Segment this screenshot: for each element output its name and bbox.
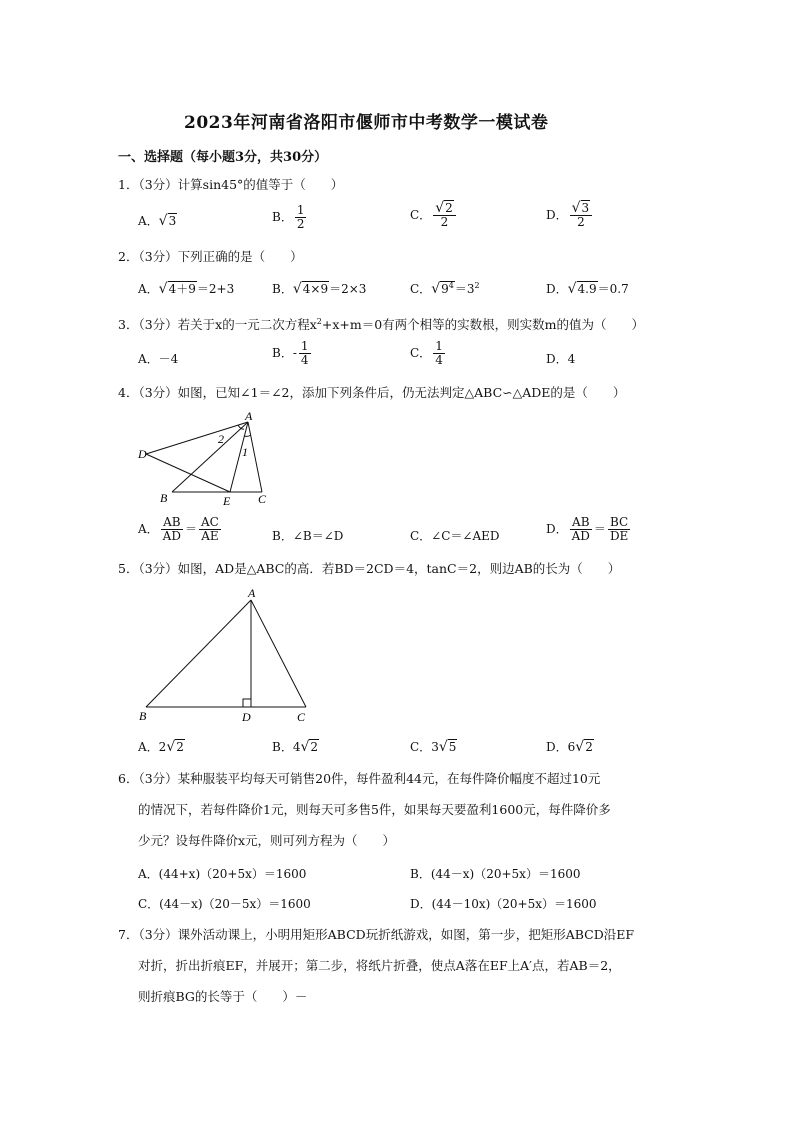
line-ac	[248, 422, 262, 492]
question-6-line-2: 的情况下，若每件降价1元，则每天可多售5件，如果每天要盈利1600元，每件降价多	[138, 802, 611, 817]
question-7-line-3: 则折痕BG的长等于（ ）－	[138, 989, 308, 1004]
q3-option-c: C． $\frac{1}{4}$	[410, 339, 443, 367]
label-d: D	[242, 710, 251, 724]
q6-option-c: C．(44－x)（20－5x）＝1600	[138, 897, 311, 911]
question-4-stem: 4．（3分）如图，已知∠1＝∠2，添加下列条件后，仍无法判定△ABC∽△ADE的是（ ）	[118, 385, 626, 400]
q2-option-d: D．√4.9＝0.7	[546, 281, 629, 297]
question-6-line-1: 6．（3分）某种服装平均每天可销售20件，每件盈利44元，在每件降价幅度不超过10元	[118, 771, 601, 786]
line-ac	[251, 600, 306, 707]
question-2-stem: 2．（3分）下列正确的是（ ）	[118, 249, 303, 264]
q6-option-b: B．(44－x)（20+5x）＝1600	[410, 867, 581, 881]
right-angle-mark	[243, 699, 251, 707]
q4-option-d: D． $\frac{AB}{AD}$ ＝ $\frac{BC}{DE}$	[546, 515, 629, 543]
label-a: A	[248, 586, 256, 600]
q4-option-b: B．∠B＝∠D	[272, 529, 344, 543]
q1-option-d: D． $\frac{√3}{2}$	[546, 202, 594, 229]
question-7-line-1: 7．（3分）课外活动课上，小明用矩形ABCD玩折纸游戏，如图，第一步，把矩形ABCD沿EF	[118, 927, 635, 942]
q2-option-b: B．√4×9＝2×3	[272, 281, 367, 297]
page-title: 2023年河南省洛阳市偃师市中考数学一模试卷	[184, 113, 549, 133]
label-d: D	[138, 447, 147, 461]
line-de	[146, 454, 230, 492]
line-ad	[146, 422, 248, 454]
q5-figure	[134, 586, 320, 726]
label-b: B	[160, 491, 168, 505]
q2-option-a: A．√4＋9＝2+3	[138, 281, 235, 297]
label-e: E	[223, 494, 231, 508]
q5-option-a: A．2√2	[138, 739, 184, 755]
q3-option-d: D．4	[546, 352, 576, 366]
q6-option-d: D．(44－10x)（20+5x）＝1600	[410, 897, 597, 911]
q1-option-b: B． $\frac{1}{2}$	[272, 203, 305, 231]
question-3-stem: 3．（3分）若关于x的一元二次方程$x^2+x+m=0$有两个相等的实数根，则实数m的值为（ ）	[118, 317, 645, 333]
label-1: 1	[242, 445, 248, 459]
question-5-stem: 5．（3分）如图，AD是△ABC的高．若BD＝2CD＝4，tanC＝2，则边AB的长为（ ）	[118, 561, 621, 576]
q4-figure	[134, 412, 280, 508]
label-2: 2	[218, 432, 224, 446]
q5-option-b: B．4√2	[272, 739, 319, 755]
label-a: A	[245, 412, 253, 423]
q5-option-c: C．3√5	[410, 739, 457, 755]
line-ab	[146, 600, 251, 707]
q6-option-a: A．(44+x)（20+5x）＝1600	[138, 867, 307, 881]
label-c: C	[297, 710, 306, 724]
q3-option-b: B．- $\frac{1}{4}$	[272, 339, 309, 367]
q1-option-a: A．√3	[138, 213, 177, 229]
line-ab	[172, 422, 248, 492]
q2-option-c: C．$√9^4=3^2$	[410, 281, 480, 297]
q3-option-a: A．－4	[138, 352, 179, 366]
label-c: C	[258, 492, 267, 506]
question-1-stem: 1．（3分）计算sin45°的值等于（ ）	[118, 177, 344, 192]
q4-option-c: C．∠C＝∠AED	[410, 529, 500, 543]
question-7-line-2: 对折，折出折痕EF，并展开；第二步，将纸片折叠，使点A落在EF上A′点，若AB＝2，	[138, 958, 621, 973]
q5-option-d: D．6√2	[546, 739, 593, 755]
label-b: B	[139, 709, 147, 723]
q4-option-a: A． $\frac{AB}{AD}$ ＝ $\frac{AC}{AE}$	[138, 515, 219, 543]
section-heading: 一、选择题（每小题3分，共30分）	[118, 150, 328, 165]
q1-option-c: C． $\frac{√2}{2}$	[410, 202, 458, 229]
question-6-line-3: 少元？设每件降价x元，则可列方程为（ ）	[138, 833, 396, 848]
